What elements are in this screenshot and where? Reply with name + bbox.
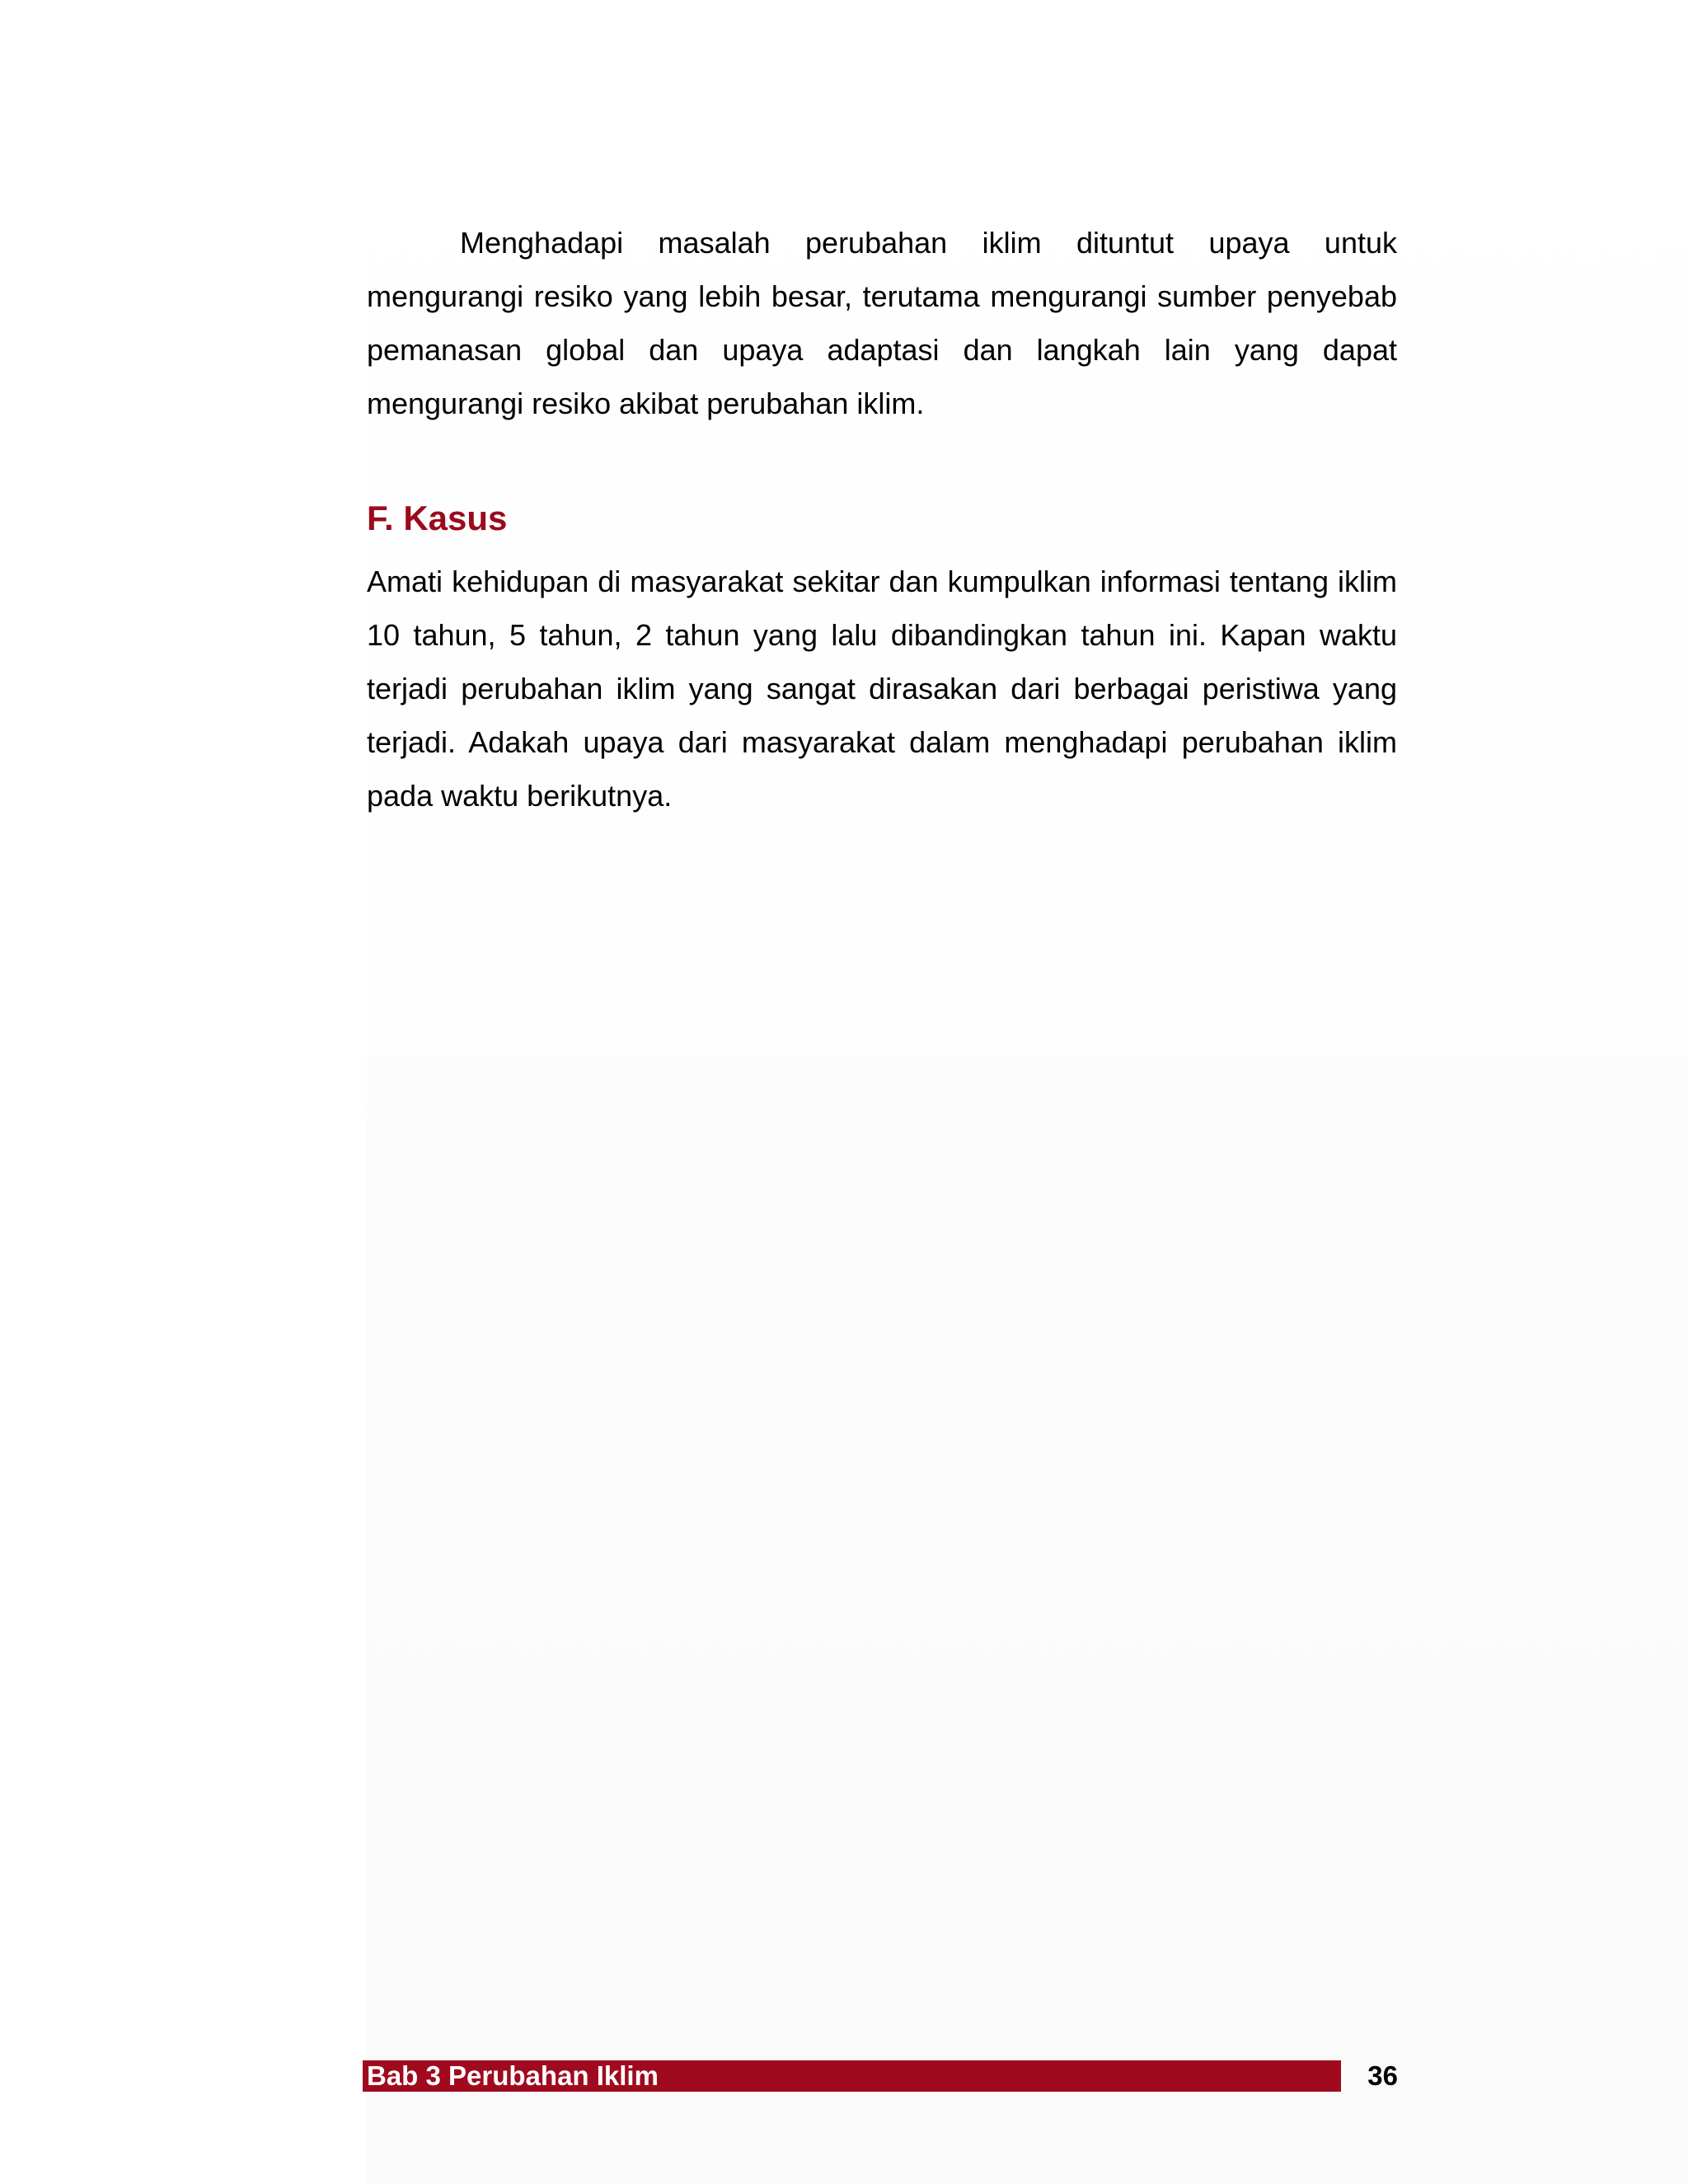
page-content <box>367 216 1397 823</box>
page-number: 36 <box>1367 2060 1398 2091</box>
section-heading: F. Kasus <box>367 499 508 537</box>
body-paragraph-case: Amati kehidupan di masyarakat sekitar dan kumpulkan informasi tentang iklim 10 tahun, 5 tahun, 2 tahun yang lalu dibandingkan tahun ini. Kapan waktu terjadi perubahan iklim yang sangat dirasakan dari berbagai peristiwa yang terjadi. Adakah upaya dari masyarakat dalam menghadapi perubahan iklim pada waktu berikutnya. <box>367 565 1397 813</box>
body-paragraph-intro: Menghadapi masalah perubahan iklim dituntut upaya untuk mengurangi resiko yang lebih besar, terutama mengurangi sumber penyebab pemanasan global dan upaya adaptasi dan langkah lain yang dapat mengurangi resiko akibat perubahan iklim. <box>367 226 1397 420</box>
footer-chapter-title: Bab 3 Perubahan Iklim <box>367 2060 659 2091</box>
